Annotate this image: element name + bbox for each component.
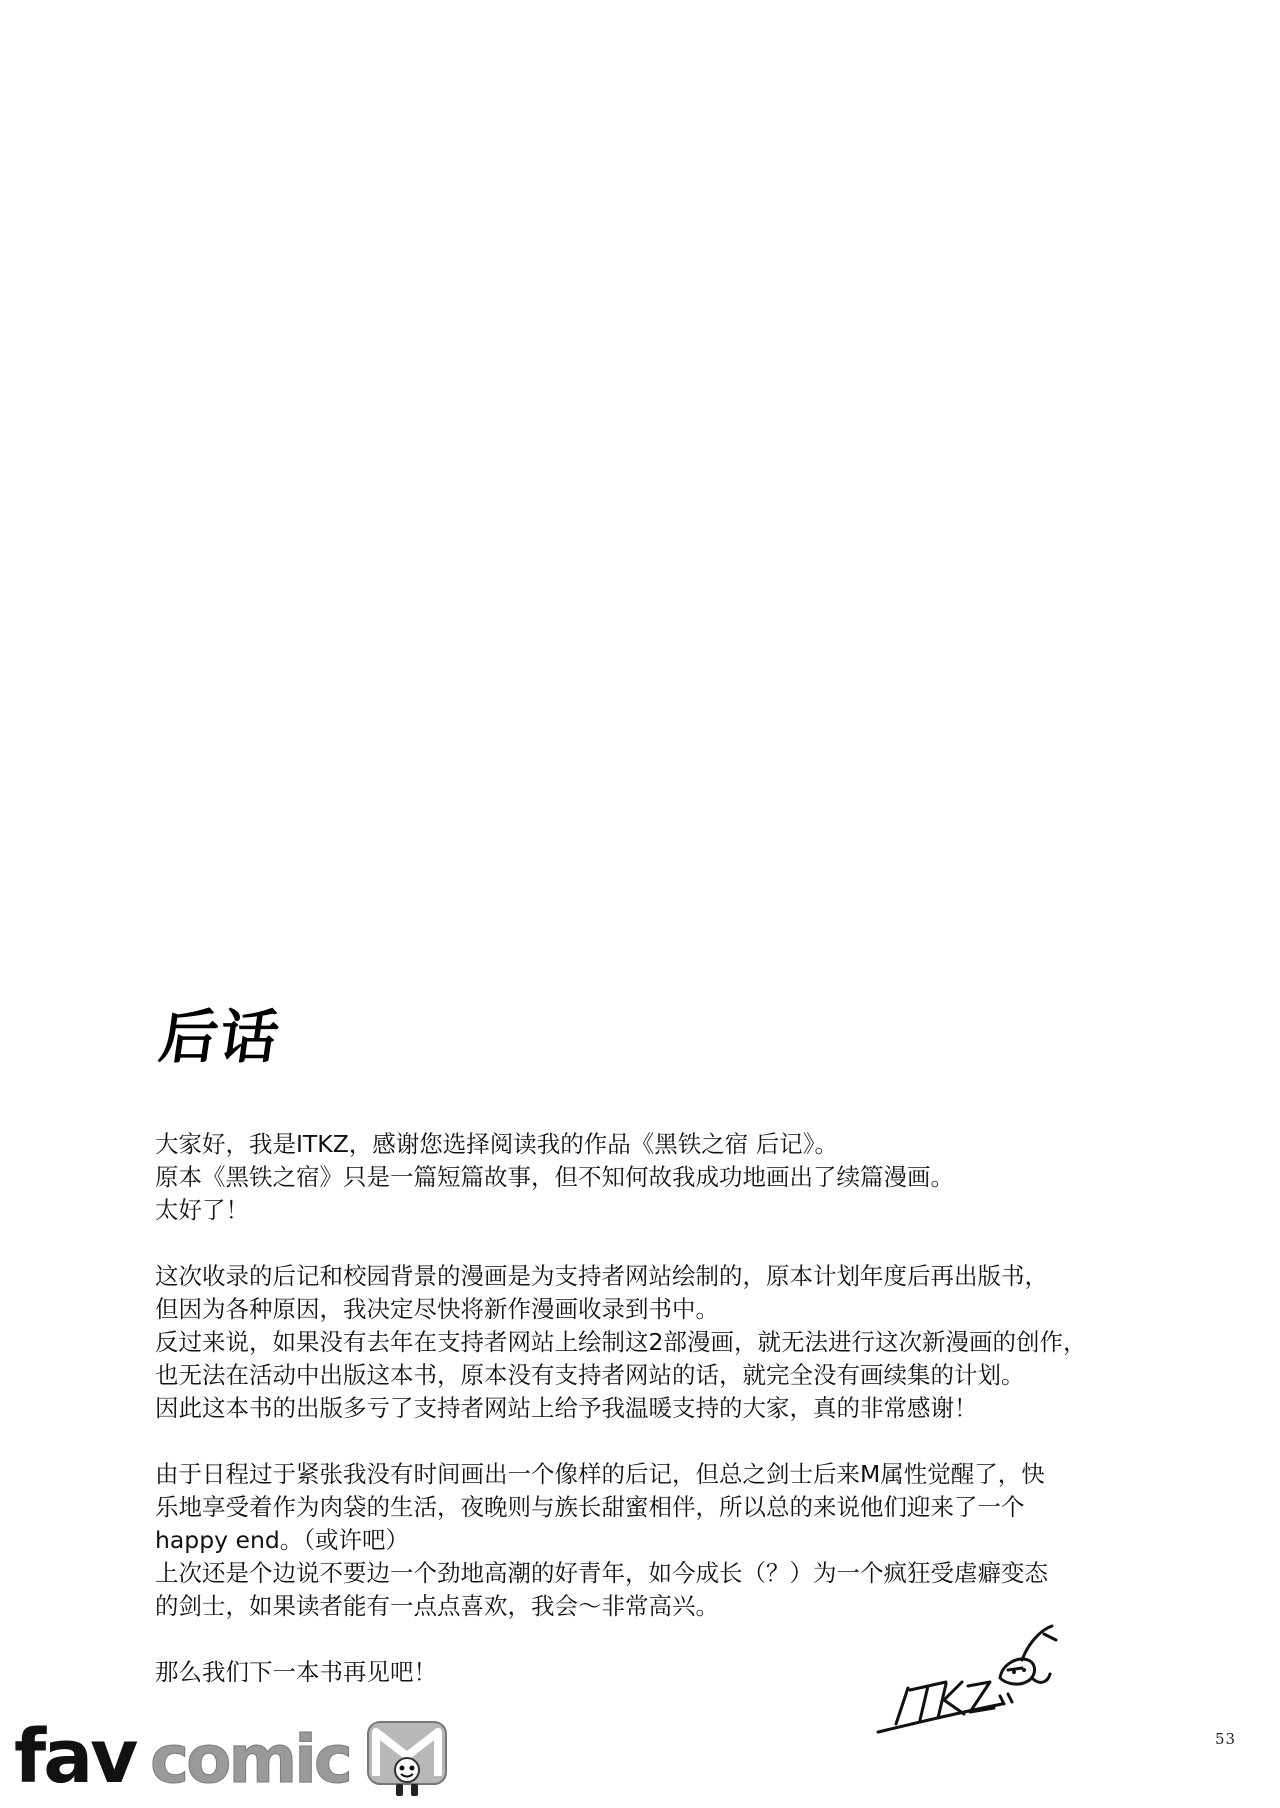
text-line: 但因为各种原因，我决定尽快将新作漫画收录到书中。: [155, 1295, 719, 1323]
text-line: 由于日程过于紧张我没有时间画出一个像样的后记，但总之剑士后来M属性觉醒了，快: [155, 1460, 1045, 1488]
mascot-icon: [368, 1722, 446, 1796]
text-line: happy end。（或许吧）: [155, 1526, 410, 1554]
text-line: 那么我们下一本书再见吧！: [155, 1658, 437, 1686]
text-line: 反过来说，如果没有去年在支持者网站上绘制这2部漫画，就无法进行这次新漫画的创作，: [155, 1328, 1087, 1356]
favcomic-watermark-logo: [12, 1712, 452, 1802]
svg-text:fav: fav: [14, 1714, 136, 1800]
page-title: 后话: [155, 1003, 285, 1071]
text-line: 因此这本书的出版多亏了支持者网站上给予我温暖支持的大家，真的非常感谢！: [155, 1394, 978, 1422]
text-line: 的剑士，如果读者能有一点点喜欢，我会～非常高兴。: [155, 1592, 719, 1620]
text-line: 太好了！: [155, 1196, 249, 1224]
text-line: 这次收录的后记和校园背景的漫画是为支持者网站绘制的，原本计划年度后再出版书，: [155, 1262, 1048, 1290]
page-number: 53: [1215, 1730, 1237, 1748]
text-line: 乐地享受着作为肉袋的生活，夜晚则与族长甜蜜相伴，所以总的来说他们迎来了一个: [155, 1493, 1025, 1521]
paragraph-story-notes: [155, 1458, 1155, 1623]
text-line: 大家好，我是ITKZ，感谢您选择阅读我的作品《黑铁之宿 后记》。: [155, 1130, 839, 1158]
text-line: 也无法在活动中出版这本书，原本没有支持者网站的话，就完全没有画续集的计划。: [155, 1361, 1025, 1389]
paragraph-supporters: [155, 1260, 1155, 1425]
text-line: 原本《黑铁之宿》只是一篇短篇故事，但不知何故我成功地画出了续篇漫画。: [155, 1163, 954, 1191]
paragraph-greeting: [155, 1128, 1155, 1227]
text-line: 上次还是个边说不要边一个劲地高潮的好青年，如今成长（？）为一个疯狂受虐癖变态: [155, 1559, 1048, 1587]
svg-text:comic: comic: [150, 1721, 350, 1798]
afterword-body: [155, 1128, 1155, 1689]
author-signature: [872, 1620, 1062, 1740]
